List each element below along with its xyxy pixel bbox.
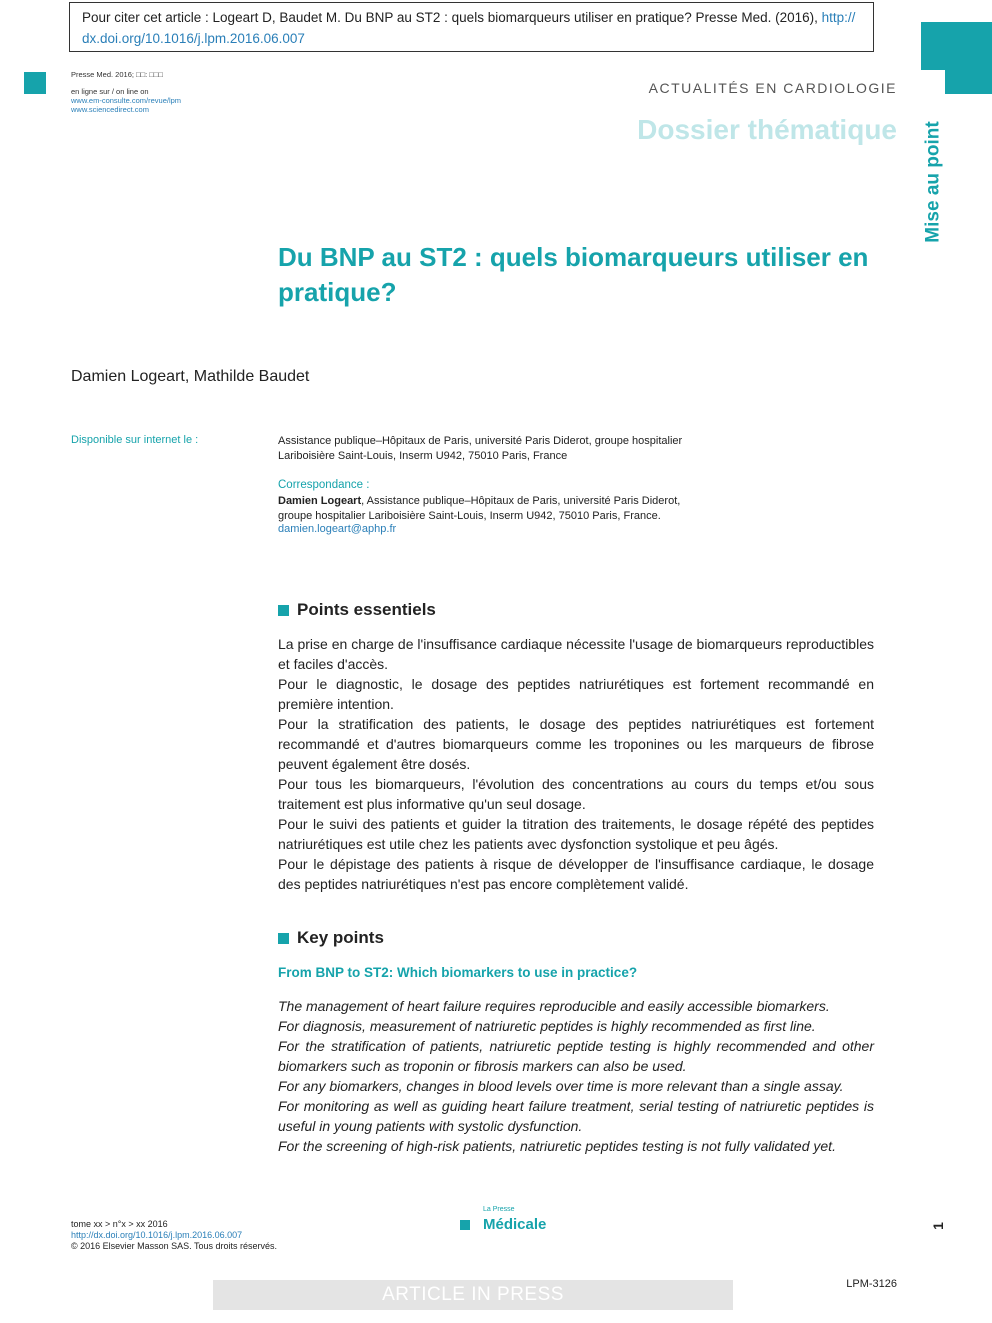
points-essentiels-heading <box>278 600 436 620</box>
online-label: en ligne sur / on line on <box>71 87 149 96</box>
correspondence-detail: , Assistance publique–Hôpitaux de Paris, université Paris Diderot, groupe hospitalier Lariboisière Saint-Louis, Inserm U942, 75010 Paris, France. <box>278 495 681 522</box>
key-points-list <box>278 996 874 1156</box>
dossier-label: Dossier thématique <box>637 114 897 145</box>
corner-tab-notch <box>921 70 945 94</box>
logo-small-text: La Presse <box>483 1206 515 1213</box>
affiliation: Assistance publique–Hôpitaux de Paris, université Paris Diderot, groupe hospitalier Lariboisière Saint-Louis, Inserm U942, 75010 Paris, France <box>278 435 683 462</box>
correspondence-address <box>278 494 698 523</box>
citation-doi-link-start[interactable]: http:// <box>821 10 856 25</box>
key-point-item: For diagnosis, measurement of natriuretic peptides is highly recommended as first line. <box>278 1018 816 1034</box>
correspondence-label: Correspondance : <box>278 479 370 491</box>
key-points-title: Key points <box>297 928 384 947</box>
footer-doi-link[interactable]: http://dx.doi.org/10.1016/j.lpm.2016.06.007 <box>71 1230 243 1240</box>
logo-big-text: Médicale <box>483 1216 547 1233</box>
key-point-item: For any biomarkers, changes in blood levels over time is more relevant than a single assay. <box>278 1078 844 1094</box>
english-title: From BNP to ST2: Which biomarkers to use in practice? <box>278 965 638 980</box>
authors: Damien Logeart, Mathilde Baudet <box>71 368 310 385</box>
key-point-item: For monitoring as well as guiding heart failure treatment, serial testing of natriuretic peptides is useful in young patients with systolic dysfunction. <box>278 1098 874 1134</box>
correspondence-email[interactable]: damien.logeart@aphp.fr <box>278 523 397 535</box>
point-item: Pour le diagnostic, le dosage des peptides natriurétiques est fortement recommandé en première intention. <box>278 676 874 712</box>
point-item: Pour le dépistage des patients à risque de développer de l'insuffisance cardiaque, le dosage des peptides natriurétiques n'est pas encore complètement validé. <box>278 856 874 892</box>
correspondence-name: Damien Logeart <box>278 495 362 507</box>
heading-square-icon <box>278 605 289 616</box>
key-point-item: For the screening of high-risk patients, natriuretic peptides testing is not fully validated yet. <box>278 1138 836 1154</box>
points-essentiels-list <box>278 634 874 894</box>
article-title: Du BNP au ST2 : quels biomarqueurs utiliser en pratique? <box>278 242 869 307</box>
point-item: La prise en charge de l'insuffisance cardiaque nécessite l'usage de biomarqueurs reproductibles et faciles d'accès. <box>278 636 874 672</box>
teal-square-marker <box>24 72 46 94</box>
journal-logo <box>460 1208 546 1233</box>
citation-box <box>69 2 874 52</box>
available-online-label: Disponible sur internet le : <box>71 434 199 446</box>
footer-copyright: © 2016 Elsevier Masson SAS. Tous droits réservés. <box>71 1241 278 1251</box>
journal-issue-line: Presse Med. 2016; □□: □□□ <box>71 70 163 79</box>
section-label: ACTUALITÉS EN CARDIOLOGIE <box>648 80 897 96</box>
citation-text: Pour citer cet article : Logeart D, Baudet M. Du BNP au ST2 : quels biomarqueurs utiliser en pratique? Presse Med. (2016), <box>82 10 822 25</box>
point-item: Pour la stratification des patients, le dosage des peptides natriurétiques est fortement recommandé et d'autres biomarqueurs comme les troponines ou les marqueurs de fibrose peuvent également être dosés. <box>278 716 874 772</box>
point-item: Pour le suivi des patients et guider la titration des traitements, le dosage répété des peptides natriurétiques est utile chez les patients avec dysfonction systolique et peu âgés. <box>278 816 874 852</box>
key-points-heading <box>278 928 384 948</box>
logo-wordmark <box>483 1208 546 1233</box>
key-point-item: The management of heart failure requires reproducible and easily accessible biomarkers. <box>278 998 830 1014</box>
points-essentiels-title: Points essentiels <box>297 600 436 619</box>
footer-tome: tome xx > n°x > xx 2016 <box>71 1219 168 1229</box>
side-label-text: Mise au point <box>923 121 944 243</box>
em-consulte-link[interactable]: www.em-consulte.com/revue/lpm <box>71 96 182 105</box>
sciencedirect-link[interactable]: www.sciencedirect.com <box>71 105 149 114</box>
logo-square-icon <box>460 1220 470 1230</box>
page-number <box>928 1216 948 1236</box>
heading-square-icon <box>278 933 289 944</box>
point-item: Pour tous les biomarqueurs, l'évolution des concentrations au cours du temps et/ou sous traitement est plus informative qu'un seul dosage. <box>278 776 874 812</box>
side-tab-label <box>921 116 947 248</box>
page-number-text: 1 <box>929 1222 946 1230</box>
key-point-item: For the stratification of patients, natriuretic peptide testing is highly recommended and other biomarkers such as troponin or fibrosis markers can also be used. <box>278 1038 874 1074</box>
article-in-press-banner: ARTICLE IN PRESS <box>213 1280 733 1310</box>
footer-info <box>71 1219 277 1252</box>
citation-doi-link-end[interactable]: dx.doi.org/10.1016/j.lpm.2016.06.007 <box>82 31 305 46</box>
journal-meta <box>71 70 181 114</box>
article-code: LPM-3126 <box>846 1278 897 1290</box>
